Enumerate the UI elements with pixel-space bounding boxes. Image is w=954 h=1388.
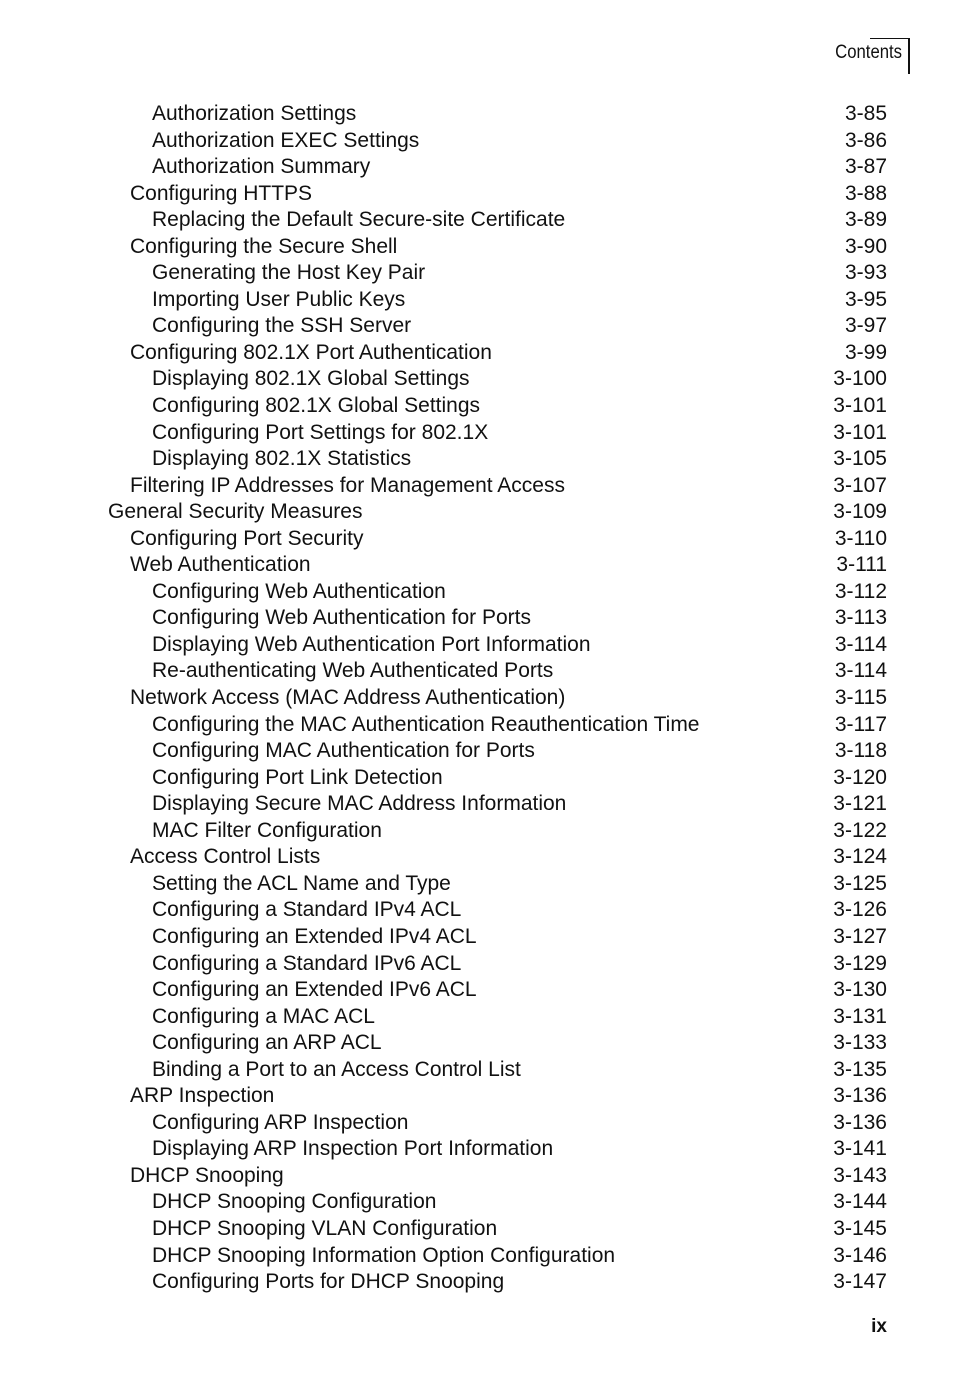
toc-entry-page: 3-114	[834, 632, 887, 656]
toc-entry-page: 3-129	[833, 951, 887, 975]
toc-entry[interactable]	[0, 951, 954, 978]
toc-entry-title: Re-authenticating Web Authenticated Ports	[152, 659, 554, 683]
toc-entry[interactable]	[0, 234, 954, 261]
toc-entry-title: DHCP Snooping VLAN Configuration	[152, 1216, 498, 1240]
toc-entry-title: Configuring an Extended IPv6 ACL	[152, 978, 477, 1002]
toc-entry-title: Network Access (MAC Address Authentication)	[130, 686, 566, 710]
toc-entry-page: 3-99	[844, 340, 887, 364]
toc-entry-title: Configuring the Secure Shell	[130, 234, 398, 258]
toc-entry-page: 3-85	[844, 102, 887, 125]
toc-entry[interactable]	[0, 1189, 954, 1216]
toc-entry[interactable]	[0, 1269, 954, 1296]
toc-entry-page: 3-131	[833, 1004, 887, 1028]
toc-entry-title: Configuring the MAC Authentication Reauthentication Time	[152, 712, 700, 736]
toc-entry-title: Configuring MAC Authentication for Ports	[152, 739, 535, 763]
toc-entry[interactable]	[0, 738, 954, 765]
toc-entry-title: Importing User Public Keys	[152, 287, 406, 311]
page-number: ix	[871, 1316, 887, 1337]
toc-entry[interactable]	[0, 658, 954, 685]
toc-entry-title: Configuring an ARP ACL	[152, 1031, 382, 1055]
toc-entry-title: Configuring Web Authentication for Ports	[152, 606, 531, 630]
toc-entry-title: MAC Filter Configuration	[152, 818, 382, 842]
toc-entry[interactable]	[0, 897, 954, 924]
toc-entry-page: 3-118	[834, 739, 887, 763]
toc-entry-page: 3-135	[833, 1057, 887, 1081]
toc-entry-title: Configuring 802.1X Global Settings	[152, 394, 481, 418]
toc-entry-title: ARP Inspection	[130, 1084, 275, 1108]
toc-entry[interactable]	[0, 1083, 954, 1110]
toc-entry-page: 3-110	[834, 526, 887, 550]
toc-entry[interactable]	[0, 1057, 954, 1084]
running-header: Contents	[835, 42, 902, 63]
header-rule-horizontal	[870, 38, 910, 39]
toc-entry-page: 3-105	[833, 447, 887, 471]
toc-entry[interactable]	[0, 1030, 954, 1057]
toc-entry-page: 3-115	[834, 686, 887, 710]
toc-entry[interactable]	[0, 1136, 954, 1163]
toc-entry-page: 3-125	[833, 871, 887, 895]
toc-entry-title: Configuring 802.1X Port Authentication	[130, 340, 492, 364]
toc-entry[interactable]	[0, 924, 954, 951]
toc-entry-title: Configuring a MAC ACL	[152, 1004, 375, 1028]
header-rule-vertical	[908, 38, 910, 74]
toc-entry[interactable]	[0, 181, 954, 208]
toc-entry-title: Replacing the Default Secure-site Certificate	[152, 208, 566, 232]
toc-entry-page: 3-117	[834, 712, 887, 736]
toc-entry-page: 3-136	[833, 1110, 887, 1134]
toc-entry[interactable]	[0, 579, 954, 606]
toc-entry-page: 3-95	[844, 287, 887, 311]
toc-entry-title: Configuring Web Authentication	[152, 579, 446, 603]
toc-entry[interactable]	[0, 1163, 954, 1190]
toc-entry-title: DHCP Snooping Configuration	[152, 1190, 437, 1214]
toc-entry-page: 3-136	[833, 1084, 887, 1108]
toc-entry[interactable]	[0, 154, 954, 181]
toc-entry-title: Configuring Port Link Detection	[152, 765, 443, 789]
toc-entry-title: Displaying 802.1X Global Settings	[152, 367, 470, 391]
toc-entry-page: 3-133	[833, 1031, 887, 1055]
toc-entry-page: 3-130	[833, 978, 887, 1002]
toc-entry-page: 3-124	[833, 845, 887, 869]
toc-entry[interactable]	[0, 605, 954, 632]
toc-entry[interactable]	[0, 499, 954, 526]
toc-entry-page: 3-111	[836, 553, 887, 577]
toc-entry[interactable]	[0, 473, 954, 500]
toc-entry[interactable]	[0, 101, 954, 128]
toc-entry[interactable]	[0, 340, 954, 367]
toc-entry[interactable]	[0, 1216, 954, 1243]
toc-entry-page: 3-141	[833, 1137, 887, 1161]
toc-entry-page: 3-97	[844, 314, 887, 338]
toc-entry-page: 3-147	[833, 1270, 887, 1294]
toc-entry-page: 3-101	[833, 420, 887, 444]
toc-entry-title: Authorization EXEC Settings	[152, 128, 420, 152]
toc-entry-title: Authorization Settings	[152, 102, 357, 125]
toc-entry[interactable]	[0, 791, 954, 818]
toc-entry-page: 3-146	[833, 1243, 887, 1267]
toc-entry-page: 3-89	[844, 208, 887, 232]
toc-entry[interactable]	[0, 1004, 954, 1031]
toc-entry[interactable]	[0, 712, 954, 739]
toc-entry-page: 3-90	[844, 234, 887, 258]
toc-entry[interactable]	[0, 526, 954, 553]
toc-entry[interactable]	[0, 632, 954, 659]
toc-entry[interactable]	[0, 1110, 954, 1137]
toc-entry-title: Setting the ACL Name and Type	[152, 871, 451, 895]
toc-entry[interactable]	[0, 128, 954, 155]
toc-entry-title: Configuring ARP Inspection	[152, 1110, 409, 1134]
toc-entry-page: 3-122	[833, 818, 887, 842]
toc-entry-title: General Security Measures	[108, 500, 363, 524]
toc-entry-page: 3-100	[833, 367, 887, 391]
toc-entry[interactable]	[0, 871, 954, 898]
toc-entry-title: Access Control Lists	[130, 845, 321, 869]
toc-entry[interactable]	[0, 393, 954, 420]
toc-entry[interactable]	[0, 685, 954, 712]
toc-entry[interactable]	[0, 313, 954, 340]
toc-entry-page: 3-114	[834, 659, 887, 683]
toc-entry-page: 3-112	[834, 579, 887, 603]
toc-entry-page: 3-127	[833, 924, 887, 948]
toc-entry-title: DHCP Snooping	[130, 1163, 284, 1187]
toc-entry-title: Generating the Host Key Pair	[152, 261, 426, 285]
toc-entry-title: Authorization Summary	[152, 155, 371, 179]
toc-entry-title: DHCP Snooping Information Option Configuration	[152, 1243, 616, 1267]
toc-entry-title: Configuring Port Security	[130, 526, 364, 550]
toc-entry-title: Configuring Port Settings for 802.1X	[152, 420, 489, 444]
toc-entry-page: 3-101	[833, 394, 887, 418]
toc-entry-title: Web Authentication	[130, 553, 311, 577]
toc-entry[interactable]	[0, 366, 954, 393]
toc-entry[interactable]	[0, 977, 954, 1004]
toc-entry-title: Configuring the SSH Server	[152, 314, 412, 338]
toc-entry-title: Configuring Ports for DHCP Snooping	[152, 1270, 505, 1294]
toc-entry[interactable]	[0, 287, 954, 314]
toc-entry-title: Binding a Port to an Access Control List	[152, 1057, 521, 1081]
toc-entry[interactable]	[0, 207, 954, 234]
toc-entry-title: Configuring an Extended IPv4 ACL	[152, 924, 477, 948]
toc-entry-page: 3-87	[844, 155, 887, 179]
toc-entry-page: 3-120	[833, 765, 887, 789]
toc-entry[interactable]	[0, 260, 954, 287]
toc-entry-page: 3-109	[833, 500, 887, 524]
toc-entry-page: 3-113	[834, 606, 887, 630]
toc-entry-title: Displaying Web Authentication Port Information	[152, 632, 591, 656]
toc-entry[interactable]	[0, 765, 954, 792]
table-of-contents	[0, 101, 954, 1296]
toc-entry-page: 3-88	[844, 181, 887, 205]
toc-entry-page: 3-145	[833, 1216, 887, 1240]
toc-entry-title: Displaying ARP Inspection Port Information	[152, 1137, 554, 1161]
toc-entry-title: Displaying 802.1X Statistics	[152, 447, 412, 471]
toc-entry-page: 3-143	[833, 1163, 887, 1187]
toc-entry-title: Filtering IP Addresses for Management Access	[130, 473, 565, 497]
toc-entry[interactable]	[0, 818, 954, 845]
toc-entry-title: Configuring a Standard IPv6 ACL	[152, 951, 462, 975]
toc-entry-page: 3-121	[833, 792, 887, 816]
toc-entry[interactable]	[0, 1243, 954, 1270]
toc-entry[interactable]	[0, 446, 954, 473]
toc-entry-page: 3-107	[833, 473, 887, 497]
toc-entry-title: Configuring HTTPS	[130, 181, 313, 205]
toc-entry[interactable]	[0, 420, 954, 447]
toc-entry-title: Configuring a Standard IPv4 ACL	[152, 898, 462, 922]
toc-entry-page: 3-126	[833, 898, 887, 922]
toc-entry-title: Displaying Secure MAC Address Information	[152, 792, 567, 816]
toc-entry-page: 3-86	[844, 128, 887, 152]
toc-entry[interactable]	[0, 844, 954, 871]
toc-entry-page: 3-144	[833, 1190, 887, 1214]
toc-entry[interactable]	[0, 552, 954, 579]
toc-entry-page: 3-93	[844, 261, 887, 285]
